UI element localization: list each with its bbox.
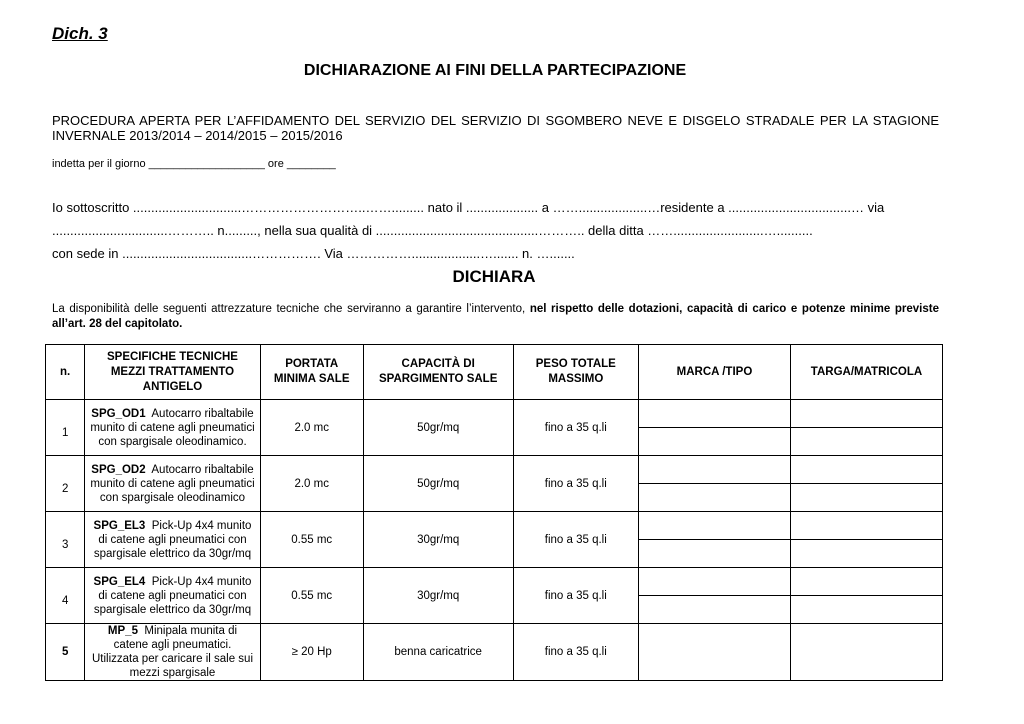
- dichiara-heading: DICHIARA: [452, 267, 536, 286]
- marca-input-cell[interactable]: [639, 428, 791, 456]
- row-number: 4: [46, 568, 85, 624]
- procedure-description: PROCEDURA APERTA PER L’AFFIDAMENTO DEL SERVIZIO DEL SERVIZIO DI SGOMBERO NEVE E DISGELO STRADALE PER LA STAGIONE INVERNALE 2013/2014 – 2014/2015 – 2015/2016: [52, 113, 939, 143]
- row-peso: fino a 35 q.li: [513, 400, 638, 456]
- row-peso: fino a 35 q.li: [513, 624, 638, 681]
- header-n: n.: [46, 345, 85, 400]
- availability-text: La disponibilità delle seguenti attrezzature tecniche che serviranno a garantire l’intervento,: [52, 303, 530, 315]
- availability-statement: [52, 302, 939, 332]
- row-desc-text: Pick-Up 4x4 munito di catene agli pneumatici con spargisale elettrico da 30gr/mq: [93, 519, 252, 560]
- targa-input-cell[interactable]: [790, 624, 942, 681]
- form-line-2: ................................……….. n........., nella sua qualità di .............................................……….. della ditta …….........................…..........: [52, 223, 813, 238]
- marca-input-cell[interactable]: [639, 456, 791, 484]
- header-portata: PORTATA MINIMA SALE: [260, 345, 363, 400]
- targa-input-cell[interactable]: [790, 512, 942, 540]
- table-row: [46, 512, 943, 540]
- row-code: MP_5: [107, 625, 138, 637]
- row-capacita: 30gr/mq: [363, 568, 513, 624]
- row-number: 5: [46, 624, 85, 681]
- row-peso: fino a 35 q.li: [513, 512, 638, 568]
- marca-input-cell[interactable]: [639, 484, 791, 512]
- row-description: [85, 456, 260, 512]
- document-title: DICHIARAZIONE AI FINI DELLA PARTECIPAZIONE: [303, 62, 687, 79]
- table-row: [46, 400, 943, 428]
- availability-bold-text: nel rispetto delle dotazioni, capacità di carico e potenze minime previste all’art. 28 del capitolato.: [52, 303, 939, 330]
- table-row: [46, 568, 943, 596]
- row-code: SPG_OD2: [91, 463, 146, 476]
- row-number: 2: [46, 456, 85, 512]
- marca-input-cell[interactable]: [639, 512, 791, 540]
- row-description: [85, 568, 260, 624]
- row-portata: 2.0 mc: [260, 456, 363, 512]
- row-description: [85, 624, 260, 681]
- header-peso: PESO TOTALE MASSIMO: [513, 345, 638, 400]
- document-label: Dich. 3: [52, 24, 108, 43]
- header-capacita: CAPACITÀ DI SPARGIMENTO SALE: [363, 345, 513, 400]
- header-marca: MARCA /TIPO: [639, 345, 791, 400]
- row-capacita: benna caricatrice: [363, 624, 513, 681]
- row-desc-text: Autocarro ribaltabile munito di catene agli pneumatici con spargisale oleodinamico: [90, 463, 255, 504]
- form-line-1: Io sottoscritto ..............................………………………..……......... nato il .................... a ……...................…residente a ..................................… via: [52, 200, 885, 215]
- row-code: SPG_EL3: [93, 519, 146, 532]
- indetta-line: indetta per il giorno ___________________ ore ________: [52, 158, 336, 170]
- row-description: [85, 512, 260, 568]
- row-code: SPG_OD1: [91, 407, 146, 420]
- row-portata: 0.55 mc: [260, 512, 363, 568]
- header-targa: TARGA/MATRICOLA: [790, 345, 942, 400]
- row-portata: ≥ 20 Hp: [260, 624, 363, 681]
- marca-input-cell[interactable]: [639, 568, 791, 596]
- targa-input-cell[interactable]: [790, 596, 942, 624]
- equipment-table: [45, 344, 943, 681]
- marca-input-cell[interactable]: [639, 624, 791, 681]
- row-desc-text: Autocarro ribaltabile munito di catene agli pneumatici con spargisale oleodinamico.: [90, 407, 255, 448]
- table-row: [46, 624, 943, 681]
- marca-input-cell[interactable]: [639, 400, 791, 428]
- row-portata: 2.0 mc: [260, 400, 363, 456]
- row-capacita: 50gr/mq: [363, 400, 513, 456]
- marca-input-cell[interactable]: [639, 596, 791, 624]
- targa-input-cell[interactable]: [790, 400, 942, 428]
- row-number: 3: [46, 512, 85, 568]
- row-desc-text: Pick-Up 4x4 munito di catene agli pneumatici con spargisale elettrico da 30gr/mq: [93, 575, 252, 616]
- row-description: [85, 400, 260, 456]
- table-row: [46, 456, 943, 484]
- row-peso: fino a 35 q.li: [513, 456, 638, 512]
- header-specifiche: SPECIFICHE TECNICHE MEZZI TRATTAMENTO ANTIGELO: [85, 345, 260, 400]
- marca-input-cell[interactable]: [639, 540, 791, 568]
- targa-input-cell[interactable]: [790, 456, 942, 484]
- targa-input-cell[interactable]: [790, 568, 942, 596]
- row-capacita: 30gr/mq: [363, 512, 513, 568]
- row-portata: 0.55 mc: [260, 568, 363, 624]
- row-number: 1: [46, 400, 85, 456]
- row-code: SPG_EL4: [93, 575, 146, 588]
- form-line-3: con sede in ....................................……………. Via ……………...................…....... n. ….......: [52, 246, 575, 261]
- targa-input-cell[interactable]: [790, 428, 942, 456]
- targa-input-cell[interactable]: [790, 540, 942, 568]
- table-header-row: [46, 345, 943, 400]
- row-desc-text: Minipala munita di catene agli pneumatici. Utilizzata per caricare il sale sui mezzi spargisale: [91, 625, 254, 679]
- row-peso: fino a 35 q.li: [513, 568, 638, 624]
- row-capacita: 50gr/mq: [363, 456, 513, 512]
- targa-input-cell[interactable]: [790, 484, 942, 512]
